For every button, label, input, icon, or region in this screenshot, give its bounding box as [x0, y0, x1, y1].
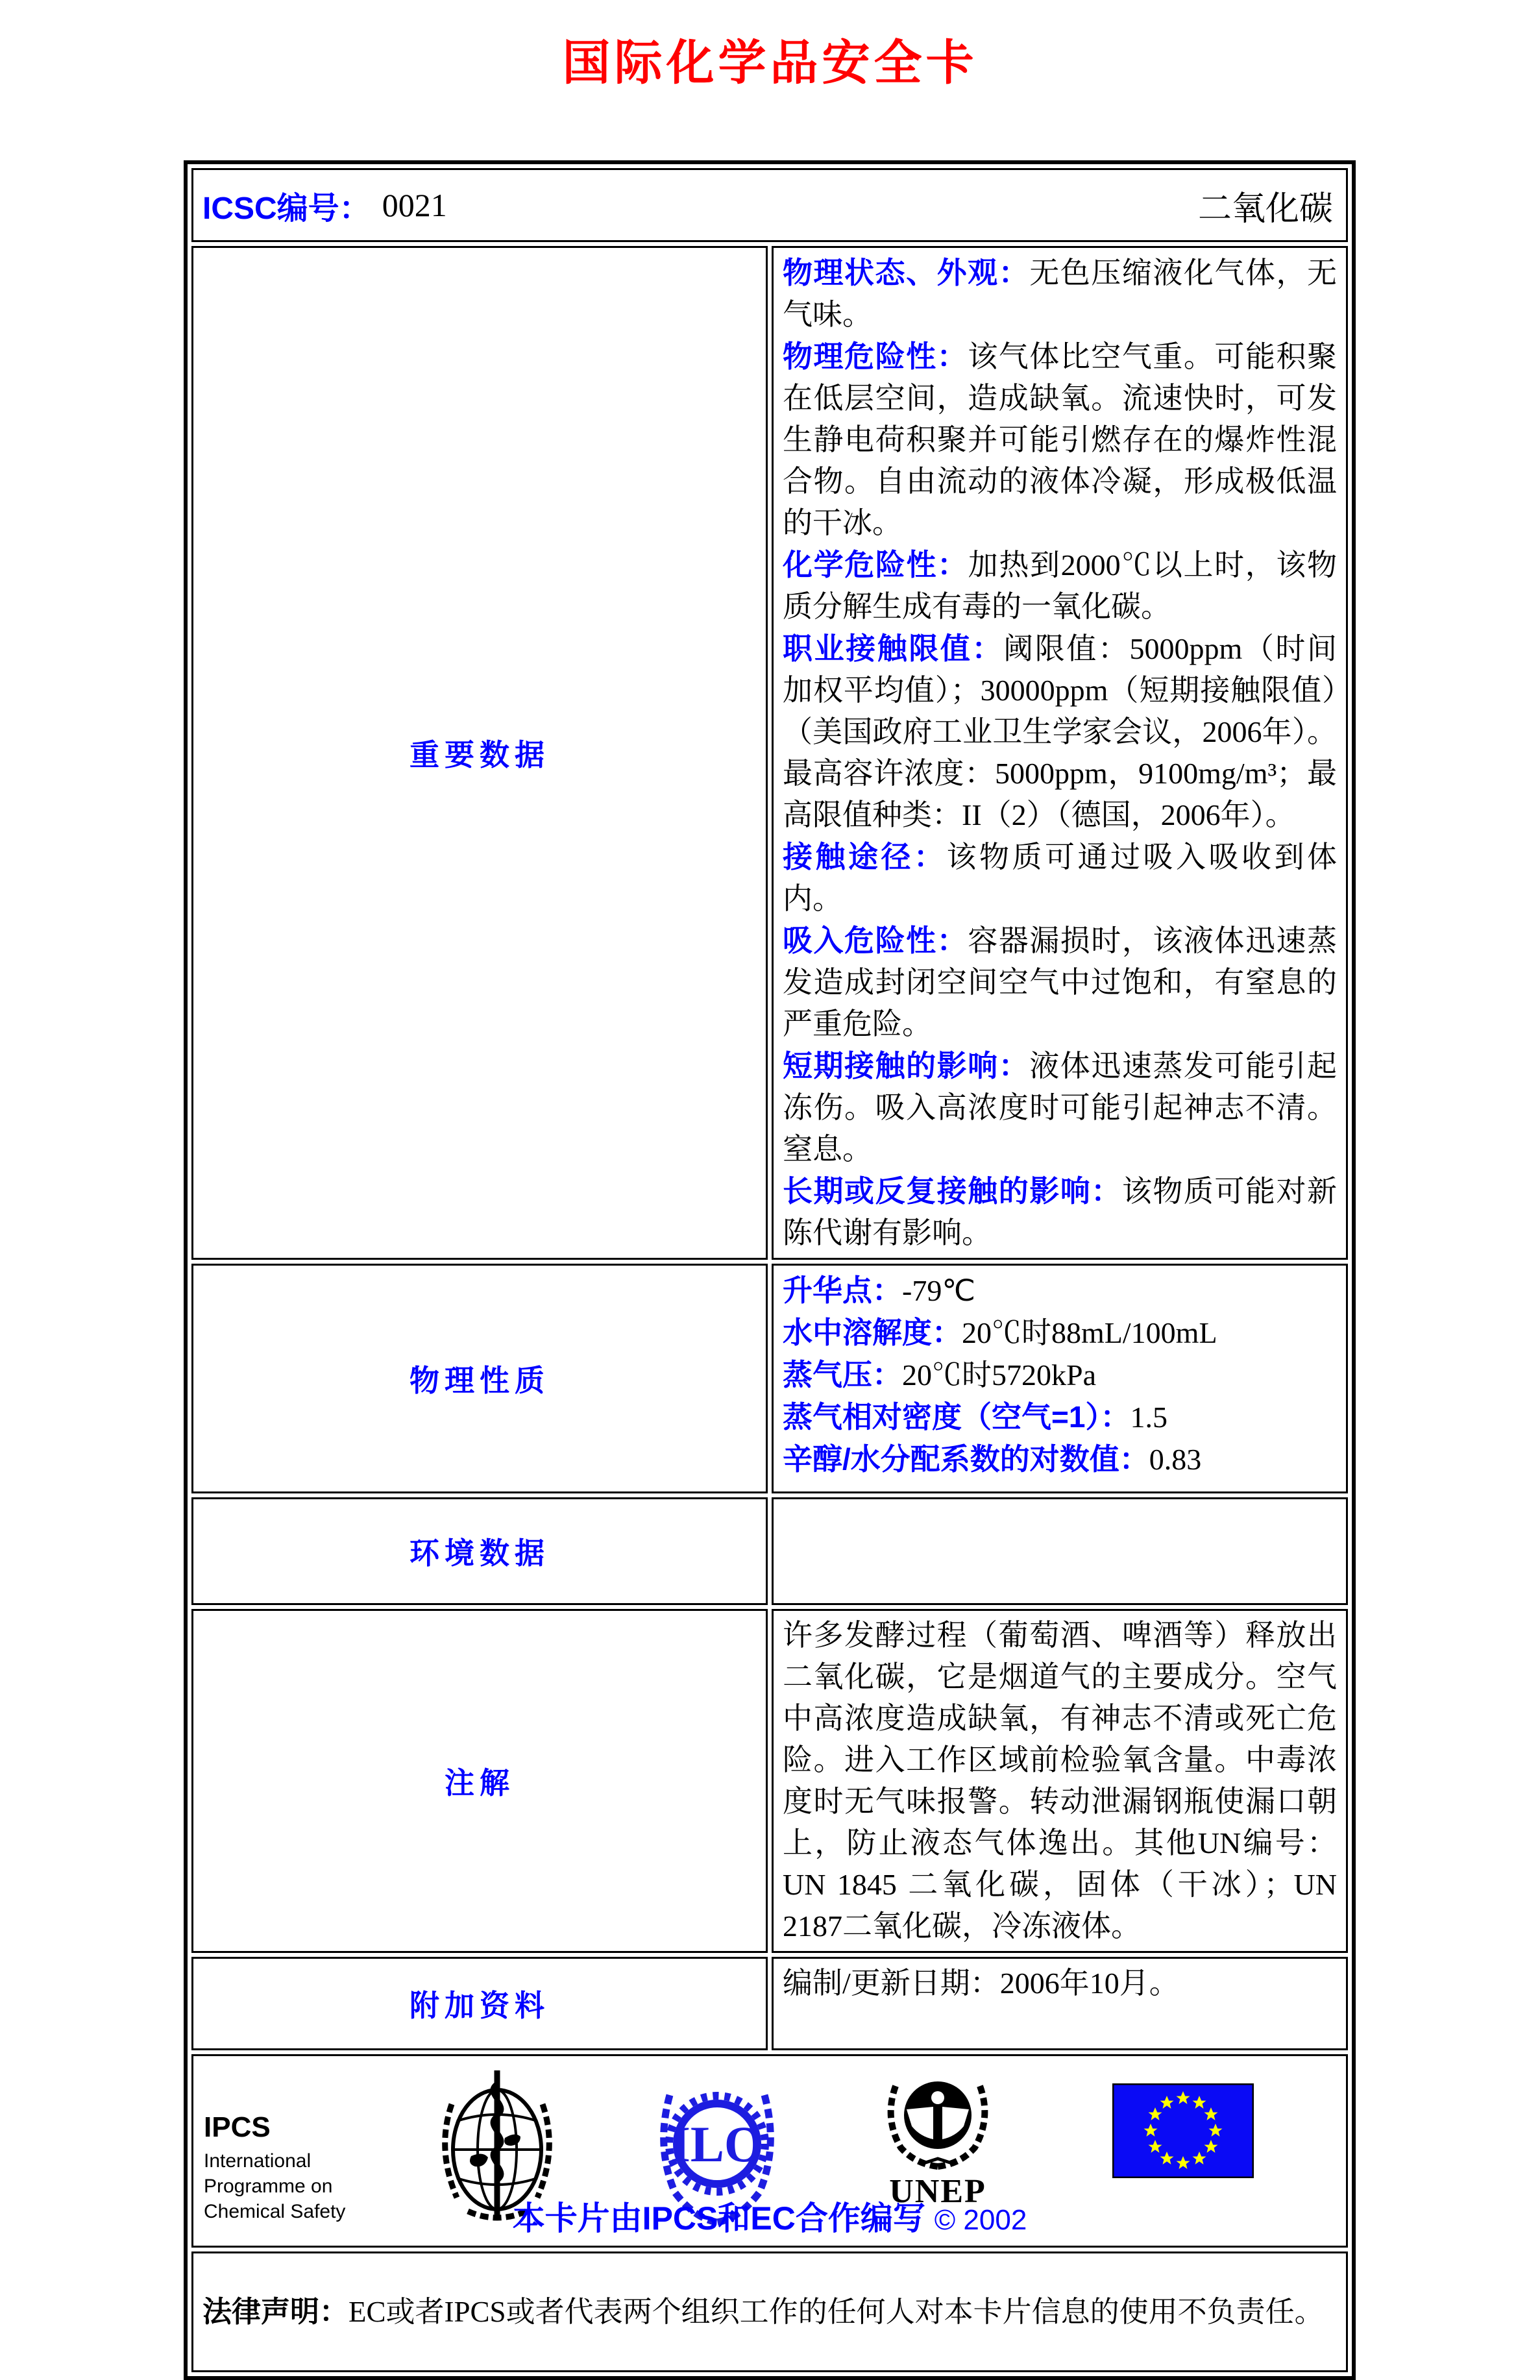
item-label: 蒸气压： — [783, 1358, 902, 1392]
section-additional-info-label: 附加资料 — [191, 1957, 768, 2050]
item-label: 吸入危险性： — [783, 924, 968, 957]
item-label: 蒸气相对密度（空气=1）： — [783, 1400, 1131, 1434]
ipcs-acronym: IPCS — [204, 2111, 271, 2143]
copyright-text: © 2002 — [934, 2204, 1027, 2236]
icsc-card-table — [184, 160, 1356, 2380]
data-item — [783, 1270, 1337, 1312]
item-text: 无色压缩液化气体，无气味。 — [783, 256, 1338, 331]
physical-properties-content — [772, 1264, 1348, 1493]
section-physical-properties-label: 物理性质 — [191, 1264, 768, 1493]
data-item — [783, 1312, 1337, 1354]
legal-cell — [191, 2251, 1348, 2372]
ipcs-subtitle-line: Chemical Safety — [204, 2201, 346, 2222]
item-text: -79℃ — [902, 1274, 975, 1307]
data-item — [783, 544, 1337, 628]
logos-row — [191, 2054, 1348, 2248]
item-label: 职业接触限值： — [783, 632, 1004, 665]
header-row — [191, 168, 1348, 242]
item-text: 20℃时88mL/100mL — [962, 1316, 1217, 1349]
item-label: 物理危险性： — [783, 339, 968, 373]
notes-content — [772, 1609, 1348, 1953]
item-text: 1.5 — [1130, 1401, 1167, 1434]
environmental-data-row — [191, 1497, 1348, 1605]
header-cell — [191, 168, 1348, 242]
data-item — [783, 252, 1337, 336]
item-label: 长期或反复接触的影响： — [783, 1174, 1122, 1208]
unep-logo-block — [876, 2067, 999, 2209]
item-text: 阈限值：5000ppm（时间加权平均值）；30000ppm（短期接触限值）（美国政府工业卫生学家会议，2006年）。最高容许浓度：5000ppm，9100mg/m³；最高限值种类：II（2）（德国，2006年）。 — [783, 632, 1337, 831]
data-item — [783, 628, 1337, 836]
item-text: 0.83 — [1149, 1443, 1202, 1476]
physical-properties-row — [191, 1264, 1348, 1493]
legal-notice — [202, 2292, 1337, 2331]
legal-text: EC或者IPCS或者代表两个组织工作的任何人对本卡片信息的使用不负责任。 — [348, 2296, 1324, 2328]
ilo-letters: ILO — [670, 2116, 764, 2172]
item-text: 液体迅速蒸发可能引起冻伤。吸入高浓度时可能引起神志不清。窒息。 — [783, 1049, 1338, 1166]
additional-info-text: 编制/更新日期：2006年10月。 — [783, 1967, 1179, 2000]
data-item — [783, 336, 1337, 544]
unep-logo-icon — [883, 2067, 993, 2170]
section-important-data-label: 重要数据 — [191, 246, 768, 1260]
environmental-data-content — [772, 1497, 1348, 1605]
section-environmental-data-label: 环境数据 — [191, 1497, 768, 1605]
notes-text: 许多发酵过程（葡萄酒、啤酒等）释放出二氧化碳，它是烟道气的主要成分。空气中高浓度造成缺氧，有神志不清或死亡危险。进入工作区域前检验氧含量。中毒浓度时无气味报警。转动泄漏钢瓶使漏口朝上，防止液态气体逸出。其他UN编号：UN 1845 二氧化碳，固体（干冰）；UN 2187二氧化碳，冷冻液体。 — [783, 1619, 1337, 1943]
data-item — [783, 1045, 1337, 1170]
data-item — [783, 836, 1337, 920]
data-item — [783, 1170, 1337, 1254]
item-label: 升华点： — [783, 1273, 902, 1307]
eu-flag-icon — [1112, 2083, 1254, 2178]
legal-row — [191, 2251, 1348, 2372]
ipcs-subtitle-line: Programme on — [204, 2176, 333, 2197]
item-text: 该气体比空气重。可能积聚在低层空间，造成缺氧。流速快时，可发生静电荷积聚并可能引燃存在的爆炸性混合物。自由流动的液体冷凝，形成极低温的干冰。 — [783, 340, 1338, 539]
legal-label: 法律声明： — [202, 2295, 349, 2328]
item-text: 20℃时5720kPa — [902, 1358, 1096, 1392]
item-text: 该物质可能对新陈代谢有影响。 — [783, 1175, 1338, 1249]
additional-info-row — [191, 1957, 1348, 2050]
chemical-name: 二氧化碳 — [1197, 190, 1333, 228]
item-text: 该物质可通过吸入吸收到体内。 — [783, 840, 1337, 915]
ipcs-subtitle-line: International — [204, 2150, 312, 2172]
item-text: 加热到2000℃以上时，该物质分解生成有毒的一氧化碳。 — [783, 548, 1337, 623]
item-label: 辛醇/水分配系数的对数值： — [783, 1442, 1149, 1476]
page-title: 国际化学品安全卡 — [562, 36, 978, 90]
item-label: 接触途径： — [783, 840, 947, 874]
item-label: 物理状态、外观： — [783, 256, 1030, 289]
item-label: 短期接触的影响： — [783, 1049, 1030, 1083]
important-data-row — [191, 246, 1348, 1260]
important-data-content — [772, 246, 1348, 1260]
credit-line — [193, 2192, 1346, 2239]
item-text: 容器漏损时，该液体迅速蒸发造成封闭空间空气中过饱和，有窒息的严重危险。 — [783, 924, 1338, 1040]
credit-text: 本卡片由IPCS和EC合作编写 — [512, 2200, 925, 2237]
unep-wordmark: UNEP — [889, 2173, 986, 2210]
logos-cell — [191, 2054, 1348, 2248]
icsc-number-value: 0021 — [382, 187, 447, 223]
data-item — [783, 1396, 1337, 1438]
data-item — [783, 920, 1337, 1045]
notes-row — [191, 1609, 1348, 1953]
data-item — [783, 1438, 1337, 1480]
item-label: 水中溶解度： — [783, 1316, 962, 1349]
icsc-number-label: ICSC编号： — [202, 191, 371, 226]
data-item — [783, 1354, 1337, 1396]
additional-info-content — [772, 1957, 1348, 2050]
section-notes-label: 注解 — [191, 1609, 768, 1953]
item-label: 化学危险性： — [783, 548, 968, 582]
